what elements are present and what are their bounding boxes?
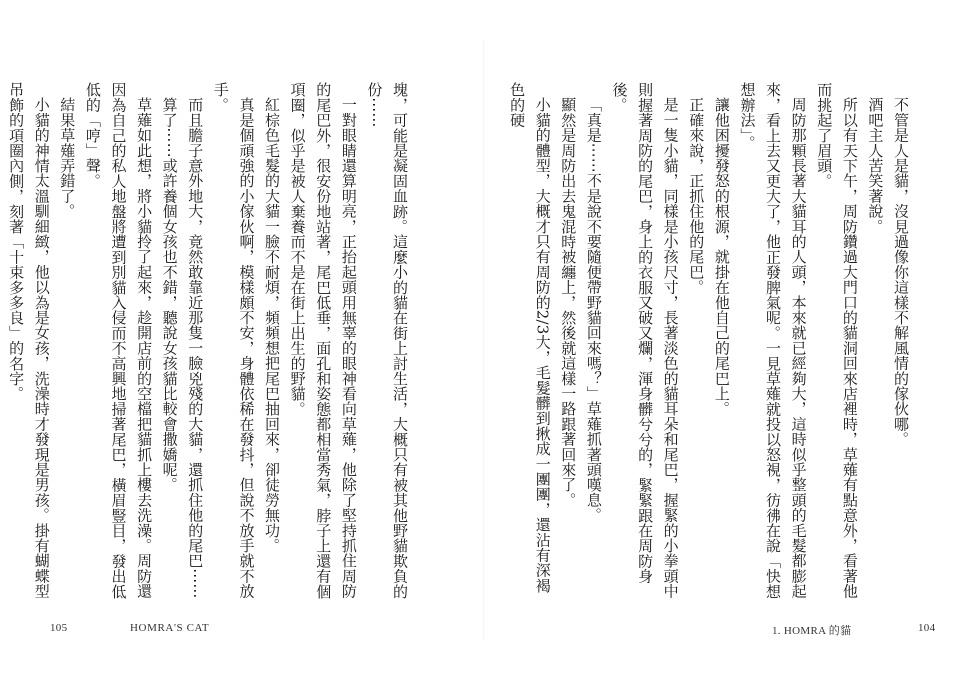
paragraph: 周防那顆長著大貓耳的人頭，本來就已經夠大，這時似乎整頭的毛髮都膨起來，看上去又更大了，他正發脾氣呢。一見草薙就投以怒視，彷彿在說「快想想辦法」。 — [738, 82, 808, 599]
paragraph: 「真是⋯⋯不是說不要隨便帶野貓回來嗎？」草薙抓著頭嘆息。 — [584, 97, 603, 523]
left-page-body — [7, 82, 412, 602]
running-head: 1. HOMRA 的貓 — [772, 625, 852, 637]
paragraph: 算了⋯⋯或許養個女孩也不錯，聽說女孩貓比較會撒嬌呢。 — [160, 97, 179, 493]
paragraph: 而且膽子意外地大，竟然敢靠近那隻一臉兇殘的大貓，還抓住他的尾巴⋯⋯ — [186, 97, 205, 599]
paragraph: 真是個頑強的小傢伙啊，模樣頗不安，身體依稀在發抖，但說不放手就不放手。 — [211, 82, 256, 599]
paragraph: 酒吧主人苦笑著說。 — [866, 97, 885, 234]
paragraph: 是一隻小貓，同樣是小孩尺寸，長著淡色的貓耳朵和尾巴，握緊的小拳頭中則握著周防的尾巴，身上的衣服又破又爛，渾身髒兮兮的，緊緊跟在周防身後。 — [610, 82, 680, 599]
page-number: 105 — [50, 622, 68, 634]
running-head: HOMRA'S CAT — [130, 622, 210, 634]
paragraph: 一對眼睛還算明亮，正抬起頭用無辜的眼神看向草薙，他除了堅持抓住周防的尾巴外，很安份地站著，尾巴低垂，面孔和姿態都相當秀氣，脖子上還有個項圈，似乎是被人棄養而不是在街上出生的野貓。 — [288, 82, 358, 599]
paragraph: 結果草薙弄錯了。 — [58, 97, 77, 219]
paragraph: 正確來說，正抓住他的尾巴。 — [687, 97, 706, 295]
right-page — [484, 0, 968, 688]
paragraph: 小貓的體型，大概才只有周防的2/3大，毛髮髒到揪成一團團，還沾有深褐色的硬 — [508, 82, 552, 593]
paragraph: 紅棕色毛髮的大貓一臉不耐煩，頻頻想把尾巴抽回來，卻徒勞無功。 — [263, 97, 282, 553]
paragraph: 所以有天下午，周防鑽過大門口的貓洞回來店裡時，草薙有點意外，看著他而挑起了眉頭。 — [815, 82, 859, 599]
paragraph: 讓他困擾發怒的根源，就掛在他自己的尾巴上。 — [712, 97, 731, 417]
paragraph: 小貓的神情太溫馴細緻，他以為是女孩，洗澡時才發現是男孩。掛有蝴蝶型吊飾的項圈內側，刻著「十束多多良」的名字。 — [7, 82, 51, 599]
paragraph: 不管是人是貓，沒見過像你這樣不解風情的傢伙哪。 — [892, 97, 910, 447]
paragraph: 草薙如此想，將小貓拎了起來，趁開店前的空檔把貓抓上樓去洗澡。周防還因為自己的私人地盤將遭到別貓入侵而不高興地掃著尾巴，橫眉豎目，發出低低的「哼」聲。 — [83, 82, 154, 599]
right-page-body — [498, 82, 913, 602]
paragraph: 顯然是周防出去鬼混時被纏上，然後就這樣一路跟著回來了。 — [559, 97, 578, 508]
paragraph: 塊，可能是凝固血跡。這麼小的貓在街上討生活，大概只有被其他野貓欺負的份⋯⋯ — [365, 82, 409, 599]
page-number: 104 — [918, 622, 936, 634]
